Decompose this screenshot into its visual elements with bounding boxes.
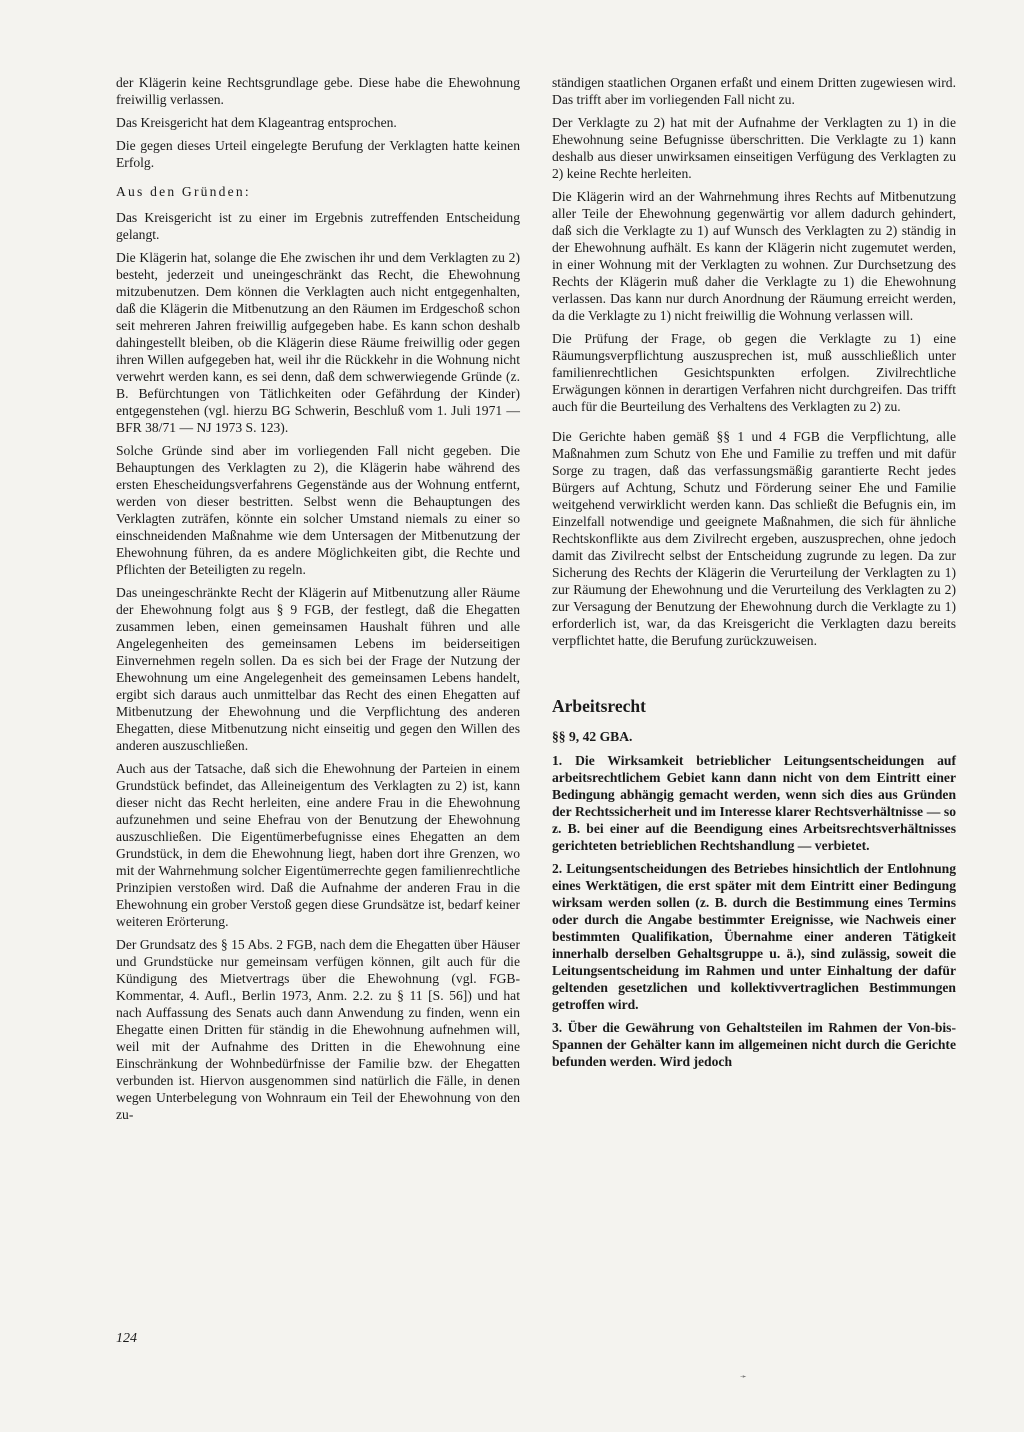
paragraph: Die gegen dieses Urteil eingelegte Berufung der Verklagten hatte keinen Erfolg.	[116, 138, 520, 170]
left-column	[116, 74, 520, 1129]
statute-reference: §§ 9, 42 GBA.	[552, 729, 633, 744]
right-column	[552, 74, 956, 1076]
paragraph: Die Klägerin wird an der Wahrnehmung ihres Rechts auf Mitbenutzung aller Teile der Ehewohnung gegenwärtig vor allem dadurch gehindert, daß sich die Verklagte zu 1) auf Wunsch des Verklagten zu 2) ständig in der Ehewohnung aufhält. Es kann der Klägerin nicht zugemutet werden, in einer Wohnung mit der Verklagten zu wohnen. Zur Durchsetzung des Rechts der Klägerin muß daher die Verklagte zu 1) die Ehewohnung verlassen. Das kann nur durch Anordnung der Räumung erreicht werden, da die Verklagte zu 1) nicht freiwillig die Wohnung verlassen will.	[552, 189, 956, 323]
paragraph: Das Kreisgericht hat dem Klageantrag entsprochen.	[116, 115, 397, 130]
paragraph: Der Verklagte zu 2) hat mit der Aufnahme der Verklagten zu 1) in die Ehewohnung seine Befugnisse überschritten. Die Verklagte zu 1) kann deshalb aus dieser unwirksamen einseitigen Verfügung des Verklagten zu 2) keine Rechte herleiten.	[552, 115, 956, 181]
headnote-2: 2. Leitungsentscheidungen des Betriebes hinsichtlich der Entlohnung eines Werktätigen, die erst später mit dem Eintritt einer Bedingung wirksam werden sollen (z. B. durch die Bestimmung eines Termins oder durch die Angabe bestimmter Ereignisse, wie Nachweis einer bestimmten Qualifikation, Übernahme einer anderen Tätigkeit innerhalb derselben Gehaltsgruppe u. ä.), sind zulässig, soweit die Leitungsentscheidung im Rahmen und unter Einhaltung der dafür geltenden gesetzlichen und kollektivvertraglichen Bestimmungen getroffen wird.	[552, 861, 956, 1012]
headnote-1: 1. Die Wirksamkeit betrieblicher Leitungsentscheidungen auf arbeitsrechtlichem Gebiet kann dann nicht von dem Eintritt einer Bedingung abhängig gemacht werden, wenn sich dies aus Gründen der Rechtssicherheit und im Interesse klarer Rechtsverhältnisse — so z. B. bei einer auf die Beendigung eines Arbeitsrechtsverhältnisses gerichteten betrieblichen Rechtshandlung — verbietet.	[552, 753, 956, 853]
paragraph: Die Klägerin hat, solange die Ehe zwischen ihr und dem Verklagten zu 2) besteht, jederzeit und uneingeschränkt das Recht, die Ehewohnung mitzubenutzen. Dem können die Verklagten auch nicht entgegenhalten, daß die Klägerin die Mitbenutzung an den Räumen im Erdgeschoß schon seit mehreren Jahren freiwillig aufgegeben habe. Es kann schon deshalb dahingestellt bleiben, ob die Klägerin diese Räume freiwillig oder gegen ihren Willen aufgegeben hat, weil ihr die Rückkehr in die Wohnung nicht verwehrt werden kann, es sei denn, daß dem schwerwiegende Gründe (z. B. Befürchtungen von Tätlichkeiten oder Gefährdung der Kinder) entgegenstehen (vgl. hierzu BG Schwerin, Beschluß vom 1. Juli 1971 — BFR 38/71 — NJ 1973 S. 123).	[116, 250, 520, 435]
headnote-3: 3. Über die Gewährung von Gehaltsteilen im Rahmen der Von-bis-Spannen der Gehälter kann im allgemeinen nicht durch die Gerichte befunden werden. Wird jedoch	[552, 1020, 956, 1069]
page-number: 124	[116, 1331, 137, 1346]
paragraph: Solche Gründe sind aber im vorliegenden Fall nicht gegeben. Die Behauptungen des Verklagten zu 2), die Klägerin habe während des ersten Ehescheidungsverfahrens Gegenstände aus der Wohnung entfernt, werden von dieser bestritten. Selbst wenn die Behauptungen des Verklagten zuträfen, könnte ein solcher Umstand niemals zu einer so einschneidenden Maßnahme wie dem Untersagen der Mitbenutzung der Ehewohnung führen, da es andere Möglichkeiten gibt, die Rechte und Pflichten der Beteiligten zu regeln.	[116, 443, 520, 577]
paragraph: Das Kreisgericht ist zu einer im Ergebnis zutreffenden Entscheidung gelangt.	[116, 210, 520, 242]
paragraph: Der Grundsatz des § 15 Abs. 2 FGB, nach dem die Ehegatten über Häuser und Grundstücke nur gemeinsam verfügen können, gilt auch für die Kündigung des Mietvertrags über die Ehewohnung (vgl. FGB-Kommentar, 4. Aufl., Berlin 1973, Anm. 2.2. zu § 11 [S. 56]) und hat nach Auffassung des Senats auch dann Anwendung zu finden, wenn ein Ehegatte einen Dritten für ständig in die Ehewohnung aufnehmen will, weil mit der Aufnahme des Dritten in die Ehewohnung eine Einschränkung der Wohnbedürfnisse der Familie bzw. der Ehegatten verbunden ist. Hiervon ausgenommen sind natürlich die Fälle, in denen wegen Unterbelegung von Wohnraum ein Teil der Ehewohnung von den zu-	[116, 937, 520, 1122]
paragraph: ständigen staatlichen Organen erfaßt und einem Dritten zugewiesen wird. Das trifft aber im vorliegenden Fall nicht zu.	[552, 75, 956, 107]
paragraph: der Klägerin keine Rechtsgrundlage gebe. Diese habe die Ehewohnung freiwillig verlassen.	[116, 75, 520, 107]
paragraph: Auch aus der Tatsache, daß sich die Ehewohnung der Parteien in einem Grundstück befindet, das Alleineigentum des Verklagten zu 2) ist, kann dieser nicht das Recht herleiten, eine andere Frau in die Ehewohnung aufzunehmen und seine Ehefrau von der Benutzung der Ehewohnung auszuschließen. Die Eigentümerbefugnisse eines Ehegatten an dem Grundstück, in dem die Ehewohnung liegt, haben dort ihre Grenzen, wo mit der Wahrnehmung solcher Eigentümerrechte gegen familienrechtliche Prinzipien verstoßen wird. Daß die Aufnahme der anderen Frau in die Ehewohnung ein grober Verstoß gegen diese Grundsätze ist, bedarf keiner weiteren Erörterung.	[116, 761, 520, 929]
paragraph: Die Gerichte haben gemäß §§ 1 und 4 FGB die Verpflichtung, alle Maßnahmen zum Schutz von Ehe und Familie zu treffen und mit dafür Sorge zu tragen, daß das verfassungsmäßig garantierte Recht jedes Bürgers auf Achtung, Schutz und Förderung seiner Ehe und Familie weitgehend verwirklicht werden kann. Das schließt die Befugnis ein, im Einzelfall notwendige und geeignete Maßnahmen, die sich für ähnliche Rechtskonflikte aus dem Zivilrecht ergeben, auszusprechen, ohne jedoch damit das Zivilrecht selbst der Entscheidung zugrunde zu legen. Da zur Sicherung des Rechts der Klägerin die Verurteilung der Verklagten zu 1) zur Räumung der Ehewohnung und die Verurteilung des Verklagten zu 2) zur Versagung der Benutzung der Ehewohnung durch die Verklagte zu 1) erforderlich ist, war, da das Kreisgericht die Verklagten dazu bereits verpflichtet hatte, die Berufung zurückzuweisen.	[552, 429, 956, 648]
print-mark: ➛	[740, 1372, 747, 1381]
paragraph: Das uneingeschränkte Recht der Klägerin auf Mitbenutzung aller Räume der Ehewohnung folgt aus § 9 FGB, der festlegt, daß die Ehegatten zusammen leben, einen gemeinsamen Haushalt führen und alle Angelegenheiten des gemeinsamen Lebens im beiderseitigen Einvernehmen regeln sollen. Da es sich bei der Frage der Nutzung der Ehewohnung um eine Angelegenheit des gemeinsamen Lebens handelt, ergibt sich daraus auch unmittelbar das Recht des einen Ehegatten auf Mitbenutzung der Ehewohnung und die Verpflichtung des anderen Ehegatten, diese Mitbenutzung nicht einseitig und gegen den Willen des anderen auszuschließen.	[116, 585, 520, 753]
paragraph: Die Prüfung der Frage, ob gegen die Verklagte zu 1) eine Räumungsverpflichtung auszusprechen ist, muß ausschließlich unter familienrechtlichen Gesichtspunkten erfolgen. Zivilrechtliche Erwägungen können in derartigen Verfahren nicht durchgreifen. Das trifft auch für die Beurteilung des Verhaltens des Verklagten zu 2) zu.	[552, 331, 956, 414]
section-title-arbeitsrecht: Arbeitsrecht	[552, 696, 646, 716]
section-heading: Aus den Gründen:	[116, 184, 251, 199]
